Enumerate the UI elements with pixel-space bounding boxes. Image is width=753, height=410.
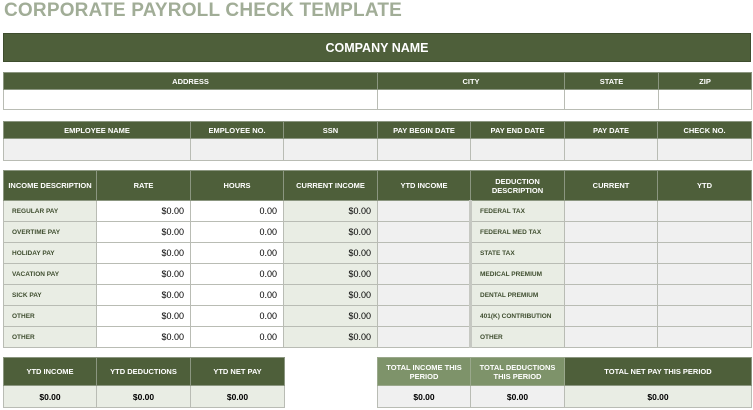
total-net-pay-period-header: TOTAL NET PAY THIS PERIOD [565, 358, 752, 386]
ytd-income-header: YTD INCOME [378, 171, 471, 201]
table-row [4, 264, 752, 285]
pay-begin-date-header: PAY BEGIN DATE [378, 122, 471, 139]
rate-header: RATE [97, 171, 191, 201]
deduction-current-cell[interactable] [565, 264, 658, 285]
income-rows [4, 201, 752, 348]
deduction-description-header: DEDUCTION DESCRIPTION [471, 171, 565, 201]
deduction-description-cell: OTHER [471, 327, 565, 348]
ytd-income-cell[interactable] [378, 243, 471, 264]
total-income-period-header: TOTAL INCOME THIS PERIOD [378, 358, 471, 386]
ytd-summary-header-row [4, 358, 285, 386]
deduction-current-header: CURRENT [565, 171, 658, 201]
ytd-income-cell[interactable] [378, 264, 471, 285]
ytd-net-pay-header: YTD NET PAY [191, 358, 285, 386]
deduction-current-cell[interactable] [565, 222, 658, 243]
state-field[interactable] [565, 90, 659, 110]
deduction-current-cell[interactable] [565, 306, 658, 327]
current-income-header: CURRENT INCOME [284, 171, 378, 201]
ytd-income-cell[interactable] [378, 201, 471, 222]
check-no-field[interactable] [658, 139, 752, 161]
address-header: ADDRESS [4, 73, 378, 90]
current-income-cell: $0.00 [284, 327, 378, 348]
zip-header: ZIP [659, 73, 752, 90]
deduction-ytd-cell[interactable] [658, 327, 752, 348]
table-row [4, 285, 752, 306]
deduction-ytd-cell[interactable] [658, 264, 752, 285]
table-row [4, 243, 752, 264]
table-row [4, 222, 752, 243]
ssn-field[interactable] [284, 139, 378, 161]
income-header-row [4, 171, 752, 201]
rate-cell[interactable]: $0.00 [97, 306, 191, 327]
city-header: CITY [378, 73, 565, 90]
table-row [4, 327, 752, 348]
ssn-header: SSN [284, 122, 378, 139]
current-income-cell: $0.00 [284, 222, 378, 243]
period-totals-header-row [378, 358, 752, 386]
hours-cell[interactable]: 0.00 [191, 201, 284, 222]
deduction-ytd-cell[interactable] [658, 243, 752, 264]
ytd-summary-value-row [4, 386, 285, 408]
rate-cell[interactable]: $0.00 [97, 327, 191, 348]
deduction-ytd-cell[interactable] [658, 222, 752, 243]
income-description-header: INCOME DESCRIPTION [4, 171, 97, 201]
hours-cell[interactable]: 0.00 [191, 264, 284, 285]
current-income-cell: $0.00 [284, 243, 378, 264]
pay-date-header: PAY DATE [565, 122, 658, 139]
current-income-cell: $0.00 [284, 264, 378, 285]
table-row [4, 201, 752, 222]
ytd-net-pay-value: $0.00 [191, 386, 285, 408]
deduction-description-cell: MEDICAL PREMIUM [471, 264, 565, 285]
ytd-summary-table [3, 357, 285, 408]
ytd-income-total-value: $0.00 [4, 386, 97, 408]
employee-no-field[interactable] [191, 139, 284, 161]
rate-cell[interactable]: $0.00 [97, 285, 191, 306]
rate-cell[interactable]: $0.00 [97, 201, 191, 222]
rate-cell[interactable]: $0.00 [97, 264, 191, 285]
current-income-cell: $0.00 [284, 306, 378, 327]
table-row [4, 306, 752, 327]
ytd-income-cell[interactable] [378, 306, 471, 327]
state-header: STATE [565, 73, 659, 90]
deduction-description-cell: FEDERAL MED TAX [471, 222, 565, 243]
hours-header: HOURS [191, 171, 284, 201]
hours-cell[interactable]: 0.00 [191, 222, 284, 243]
period-totals-value-row [378, 386, 752, 408]
ytd-income-cell[interactable] [378, 285, 471, 306]
income-description-cell: OTHER [4, 306, 97, 327]
deduction-ytd-cell[interactable] [658, 201, 752, 222]
employee-no-header: EMPLOYEE NO. [191, 122, 284, 139]
hours-cell[interactable]: 0.00 [191, 243, 284, 264]
total-net-pay-period-value: $0.00 [565, 386, 752, 408]
income-description-cell: HOLIDAY PAY [4, 243, 97, 264]
ytd-income-cell[interactable] [378, 327, 471, 348]
deduction-description-cell: DENTAL PREMIUM [471, 285, 565, 306]
total-deductions-period-header: TOTAL DEDUCTIONS THIS PERIOD [471, 358, 565, 386]
income-description-cell: VACATION PAY [4, 264, 97, 285]
deduction-description-cell: FEDERAL TAX [471, 201, 565, 222]
deduction-current-cell[interactable] [565, 327, 658, 348]
company-name[interactable]: COMPANY NAME [3, 33, 751, 62]
ytd-deductions-header: YTD DEDUCTIONS [97, 358, 191, 386]
address-input-row [4, 90, 752, 110]
page-title: CORPORATE PAYROLL CHECK TEMPLATE [4, 0, 403, 21]
ytd-deductions-value: $0.00 [97, 386, 191, 408]
deduction-current-cell[interactable] [565, 201, 658, 222]
employee-name-header: EMPLOYEE NAME [4, 122, 191, 139]
deduction-ytd-header: YTD [658, 171, 752, 201]
address-header-row [4, 73, 752, 90]
income-description-cell: OTHER [4, 327, 97, 348]
ytd-income-total-header: YTD INCOME [4, 358, 97, 386]
employee-name-field[interactable] [4, 139, 191, 161]
current-income-cell: $0.00 [284, 285, 378, 306]
income-deduction-table [3, 170, 752, 348]
current-income-cell: $0.00 [284, 201, 378, 222]
pay-begin-date-field[interactable] [378, 139, 471, 161]
deduction-ytd-cell[interactable] [658, 285, 752, 306]
hours-cell[interactable]: 0.00 [191, 327, 284, 348]
zip-field[interactable] [659, 90, 752, 110]
ytd-income-cell[interactable] [378, 222, 471, 243]
pay-date-field[interactable] [565, 139, 658, 161]
employee-input-row [4, 139, 752, 161]
employee-table [3, 121, 752, 161]
deduction-current-cell[interactable] [565, 243, 658, 264]
income-description-cell: SICK PAY [4, 285, 97, 306]
deduction-description-cell: 401(K) CONTRIBUTION [471, 306, 565, 327]
deduction-ytd-cell[interactable] [658, 306, 752, 327]
address-table [3, 72, 752, 110]
hours-cell[interactable]: 0.00 [191, 306, 284, 327]
rate-cell[interactable]: $0.00 [97, 243, 191, 264]
pay-end-date-field[interactable] [471, 139, 565, 161]
city-field[interactable] [378, 90, 565, 110]
income-description-cell: REGULAR PAY [4, 201, 97, 222]
hours-cell[interactable]: 0.00 [191, 285, 284, 306]
deduction-current-cell[interactable] [565, 285, 658, 306]
employee-header-row [4, 122, 752, 139]
pay-end-date-header: PAY END DATE [471, 122, 565, 139]
check-no-header: CHECK NO. [658, 122, 752, 139]
period-totals-table [377, 357, 752, 408]
deduction-description-cell: STATE TAX [471, 243, 565, 264]
total-deductions-period-value: $0.00 [471, 386, 565, 408]
rate-cell[interactable]: $0.00 [97, 222, 191, 243]
address-field[interactable] [4, 90, 378, 110]
total-income-period-value: $0.00 [378, 386, 471, 408]
income-description-cell: OVERTIME PAY [4, 222, 97, 243]
